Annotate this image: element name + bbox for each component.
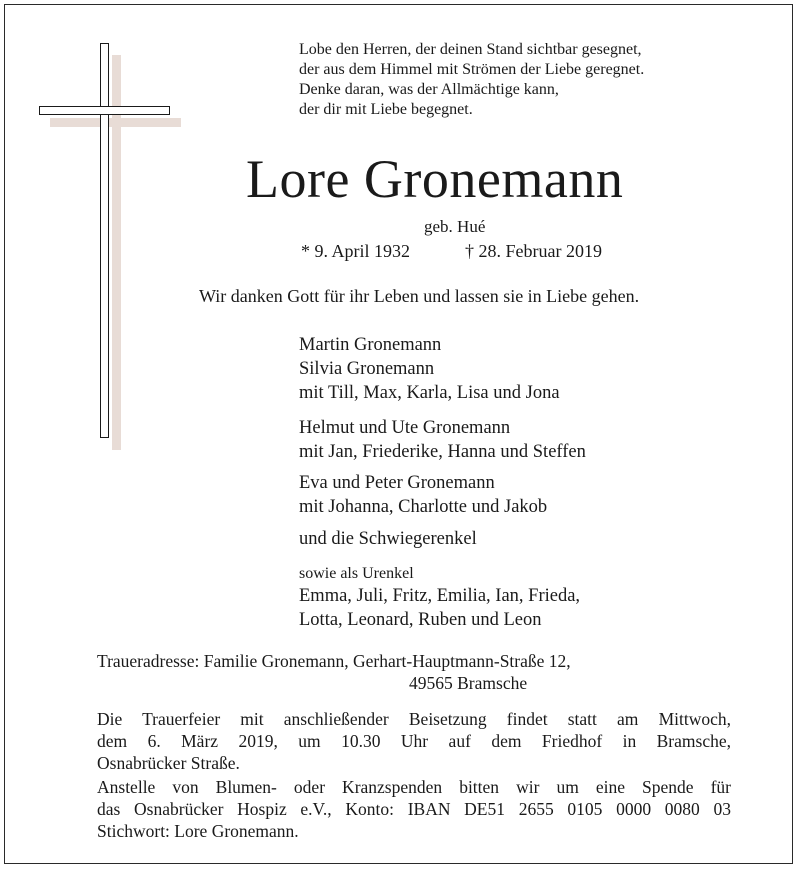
mourner-line: Martin Gronemann bbox=[299, 335, 442, 355]
poem-line: der aus dem Himmel mit Strömen der Liebe geregnet. bbox=[299, 61, 645, 78]
mourner-group bbox=[299, 471, 547, 519]
mourner-line: und die Schwiegerenkel bbox=[299, 529, 477, 549]
poem-line: Lobe den Herren, der deinen Stand sichtbar gesegnet, bbox=[299, 41, 642, 58]
funeral-info bbox=[97, 708, 731, 774]
mourner-group bbox=[299, 527, 477, 551]
mourner-line: mit Jan, Friederike, Hanna und Steffen bbox=[299, 442, 586, 462]
mourner-line: mit Till, Max, Karla, Lisa und Jona bbox=[299, 383, 560, 403]
thanks-line: Wir danken Gott für ihr Leben und lassen sie in Liebe gehen. bbox=[199, 286, 640, 306]
funeral-line: Die Trauerfeier mit anschließender Beisetzung findet statt am Mittwoch, bbox=[97, 709, 731, 729]
address-line: Traueradresse: Familie Gronemann, Gerhart-Hauptmann-Straße 12, bbox=[97, 651, 571, 671]
maiden-name: geb. Hué bbox=[424, 217, 486, 236]
birth-date: * 9. April 1932 bbox=[301, 241, 411, 261]
donation-line: Stichwort: Lore Gronemann. bbox=[97, 821, 299, 841]
mourner-line: Emma, Juli, Fritz, Emilia, Ian, Frieda, bbox=[299, 586, 581, 606]
death-date: † 28. Februar 2019 bbox=[465, 241, 602, 261]
mourner-group bbox=[299, 416, 586, 464]
poem-line: Denke daran, was der Allmächtige kann, bbox=[299, 81, 559, 98]
donation-line: das Osnabrücker Hospiz e.V., Konto: IBAN DE51 2655 0105 0000 0080 03 bbox=[97, 799, 731, 819]
mourner-line: Silvia Gronemann bbox=[299, 359, 435, 379]
mourner-line: Helmut und Ute Gronemann bbox=[299, 418, 511, 438]
urenkel-intro: sowie als Urenkel bbox=[299, 565, 414, 582]
poem-line: der dir mit Liebe begegnet. bbox=[299, 101, 473, 118]
funeral-line: dem 6. März 2019, um 10.30 Uhr auf dem Friedhof in Bramsche, bbox=[97, 731, 731, 751]
address bbox=[97, 650, 571, 694]
address-line: 49565 Bramsche bbox=[409, 673, 528, 693]
poem bbox=[299, 40, 644, 120]
donation-line: Anstelle von Blumen- oder Kranzspenden bitten wir um eine Spende für bbox=[97, 777, 731, 797]
deceased-name: Lore Gronemann bbox=[246, 149, 624, 209]
mourner-group bbox=[299, 584, 580, 632]
mourner-line: mit Johanna, Charlotte und Jakob bbox=[299, 497, 548, 517]
donation-info bbox=[97, 776, 731, 842]
mourner-line: Eva und Peter Gronemann bbox=[299, 473, 495, 493]
funeral-line: Osnabrücker Straße. bbox=[97, 753, 240, 773]
mourner-group bbox=[299, 333, 560, 405]
mourner-line: Lotta, Leonard, Ruben und Leon bbox=[299, 610, 542, 630]
